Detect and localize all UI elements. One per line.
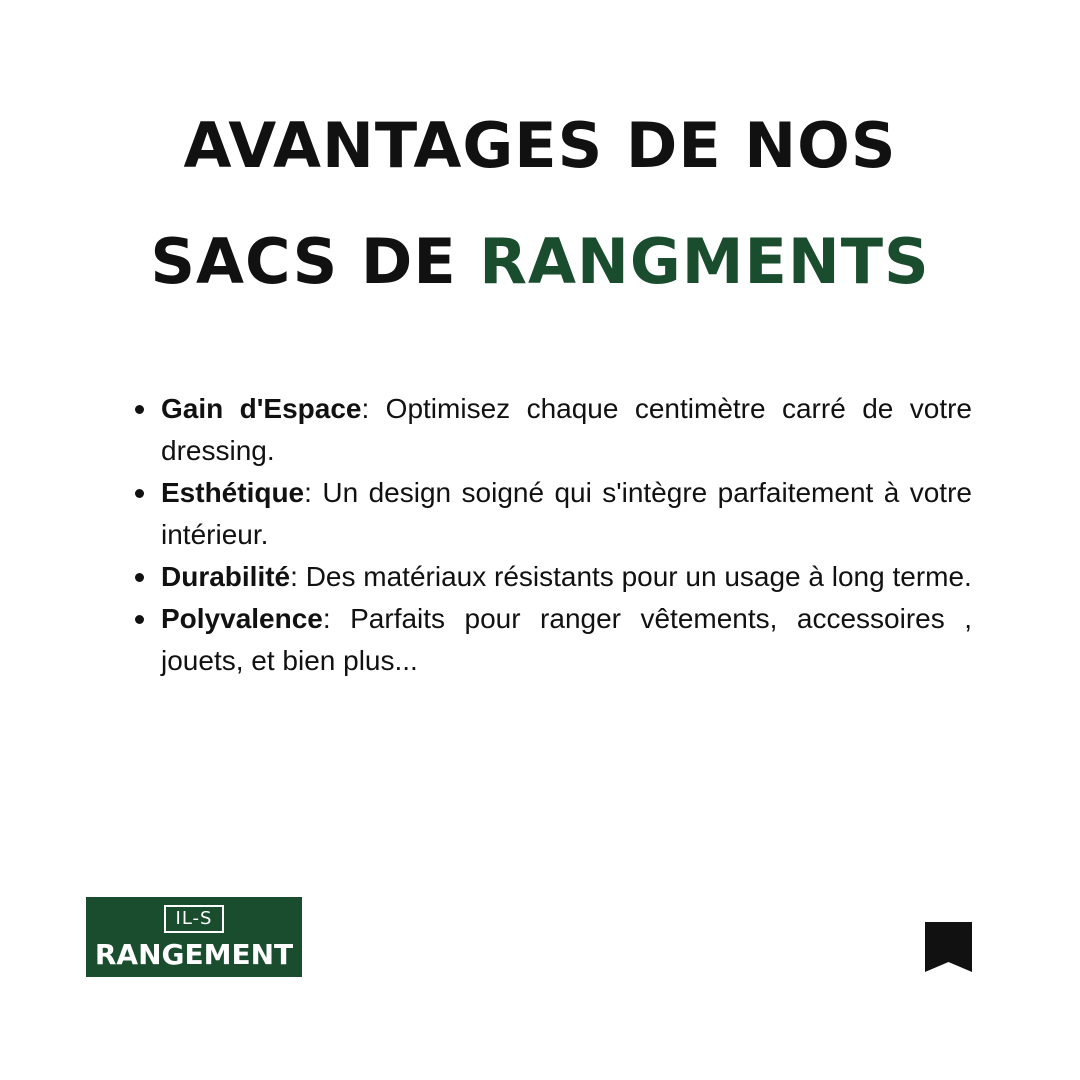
title-line-1: AVANTAGES DE NOS	[183, 109, 897, 182]
bullet-icon	[135, 405, 144, 414]
page-title	[0, 88, 1080, 320]
bullet-icon	[135, 489, 144, 498]
list-item	[130, 598, 972, 682]
bullet-icon	[135, 573, 144, 582]
brand-logo	[86, 897, 302, 977]
benefit-text: : Des matériaux résistants pour un usage à long terme.	[290, 561, 972, 592]
benefit-text: : Optimisez chaque centimètre carré de votre dressing.	[161, 393, 973, 466]
benefit-label: Gain d'Espace	[161, 393, 362, 424]
bullet-icon	[135, 615, 144, 624]
bookmark-icon[interactable]	[925, 922, 972, 972]
title-line-2-accent: RANGMENTS	[479, 225, 930, 298]
list-item	[130, 388, 972, 472]
benefit-label: Durabilité	[161, 561, 291, 592]
logo-top-text: IL-S	[164, 905, 224, 933]
list-item	[130, 472, 972, 556]
benefit-label: Esthétique	[161, 477, 305, 508]
benefit-text: : Un design soigné qui s'intègre parfaitement à votre intérieur.	[161, 477, 972, 550]
benefit-label: Polyvalence	[161, 603, 323, 634]
list-item	[130, 556, 972, 598]
benefit-text: : Parfaits pour ranger vêtements, accessoires , jouets, et bien plus...	[161, 603, 972, 676]
title-line-2-prefix: SACS DE	[150, 225, 457, 298]
benefits-list	[130, 388, 972, 682]
logo-bottom-text: RANGEMENT	[94, 938, 294, 971]
